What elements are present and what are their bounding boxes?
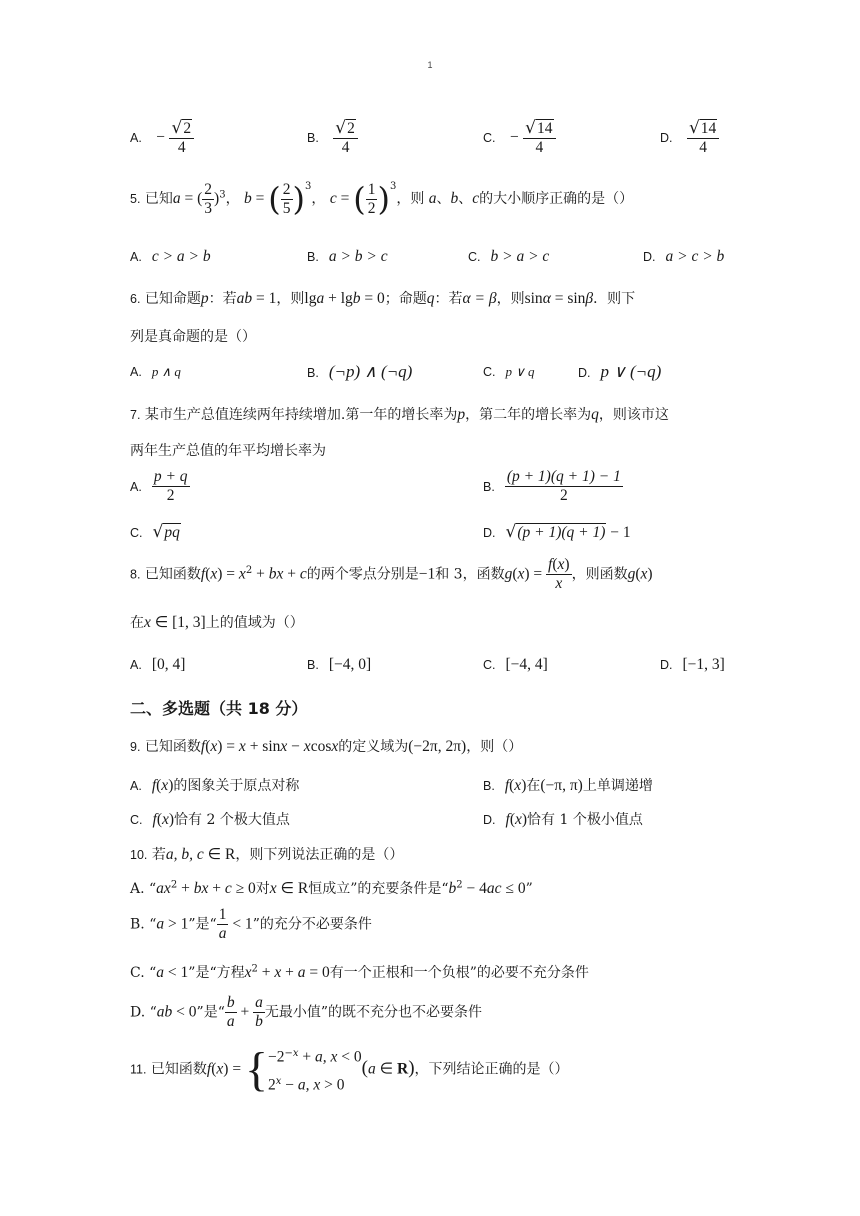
q7-option-a: A. $\frac{p + q}{2}$ — [130, 468, 188, 504]
question-6: 6. 已知命题p：若ab = 1，则lga + lgb = 0；命题q：若α = β，则sinα = sinβ．则下 — [130, 290, 636, 307]
q8-option-a: A. [0, 4] — [130, 656, 186, 673]
q6-option-a: A. p ∧ q — [130, 364, 181, 379]
q5-option-b: B. a > b > c — [307, 248, 388, 265]
question-7: 7. 某市生产总值连续两年持续增加.第一年的增长率为p，第二年的增长率为q，则该市这 — [130, 406, 669, 423]
q5-option-a: A. c > a > b — [130, 248, 211, 265]
q9-option-b: B. f(x)在(−π, π)上单调递增 — [483, 777, 653, 794]
q5-option-d: D. a > c > b — [643, 248, 725, 265]
question-6-line2: 列是真命题的是（） — [130, 329, 256, 345]
question-10: 10. 若a, b, c ∈ R，则下列说法正确的是（） — [130, 846, 404, 863]
section-title: 二、多选题（共 18 分） — [130, 699, 308, 718]
q9-option-d: D. f(x)恰有 1 个极小值点 — [483, 811, 643, 828]
q7-option-b: B. $\frac{(p + 1)(q + 1) - 1}{2}$ — [483, 468, 621, 504]
q5-option-c: C. b > a > c — [468, 248, 550, 265]
q4-option-b: B. $\frac{√2}{4}$ — [307, 118, 358, 157]
q9-option-a: A. f(x)的图象关于原点对称 — [130, 777, 300, 794]
q4-option-c: C. − $\frac{√14}{4}$ — [483, 118, 556, 157]
fraction: $\frac{√2}{4}$ — [333, 118, 358, 157]
q4-option-d: D. $\frac{√14}{4}$ — [660, 118, 719, 157]
fraction: $\frac{√14}{4}$ — [687, 118, 719, 157]
q8-option-c: C. [−4, 4] — [483, 656, 548, 673]
q10-option-b: B. “a > 1”是“ $\frac{1}{a}$ < 1”的充分不必要条件 — [130, 906, 372, 942]
q6-option-b: B. (¬p) ∧ (¬q) — [307, 362, 413, 381]
q10-option-a: A. “$ax^2$ + bx + c ≥ 0对x ∈ R恒成立”的充要条件是“$b^2 - 4ac \le 0$” — [130, 879, 533, 897]
q8-option-d: D. [−1, 3] — [660, 656, 725, 673]
q9-option-c: C. f(x)恰有 2 个极大值点 — [130, 811, 290, 828]
page-number: 1 — [427, 60, 433, 70]
q6-option-c: C. p ∨ q — [483, 364, 535, 379]
q10-option-d: D. “ab < 0”是“ $\frac{b}{a}$ + $\frac{a}{b}$ 无最小值”的既不充分也不必要条件 — [130, 994, 483, 1030]
question-8: 8. 已知函数$f(x) = x^2$ + bx + c的两个零点分别是−1和 3，函数g(x) = $\frac{f(x)}{x}$ ，则函数g(x) — [130, 556, 653, 592]
fraction: $\frac{√2}{4}$ — [169, 118, 194, 157]
question-11: 11. 已知函数f(x) = { $-2^{-x} + a$, x < 0 $2^x - a$, x > 0 (a ∈ R)，下列结论正确的是（） — [130, 1043, 569, 1097]
question-8-line2: 在x ∈ [1, 3]上的值域为（） — [130, 614, 304, 631]
q8-option-b: B. [−4, 0] — [307, 656, 372, 673]
q7-option-c: C. √pq — [130, 522, 180, 542]
q4-option-a: A. − $\frac{√2}{4}$ — [130, 118, 194, 157]
fraction: $\frac{√14}{4}$ — [523, 118, 555, 157]
question-9: 9. 已知函数f(x) = x + sinx − xcosx的定义域为(−2π, 2π)，则（） — [130, 738, 523, 755]
q7-option-d: D. √(p + 1)(q + 1) − 1 — [483, 522, 631, 542]
question-7-line2: 两年生产总值的年平均增长率为 — [130, 443, 326, 459]
q6-option-d: D. p ∨ (¬q) — [578, 362, 662, 381]
q10-option-c: C. “a < 1”是“方程$x^2 + x + a = 0$有一个正根和一个负根”的必要不充分条件 — [130, 963, 589, 981]
question-5: 5. 已知a = ( $\frac{2}{3}$ )$^3$， b = ( $\frac{2}{5}$ )$^3$， c = ( $\frac{1}{2}$ )$^3$，则 a、b、c的大小顺序正确的是（） — [130, 180, 634, 218]
